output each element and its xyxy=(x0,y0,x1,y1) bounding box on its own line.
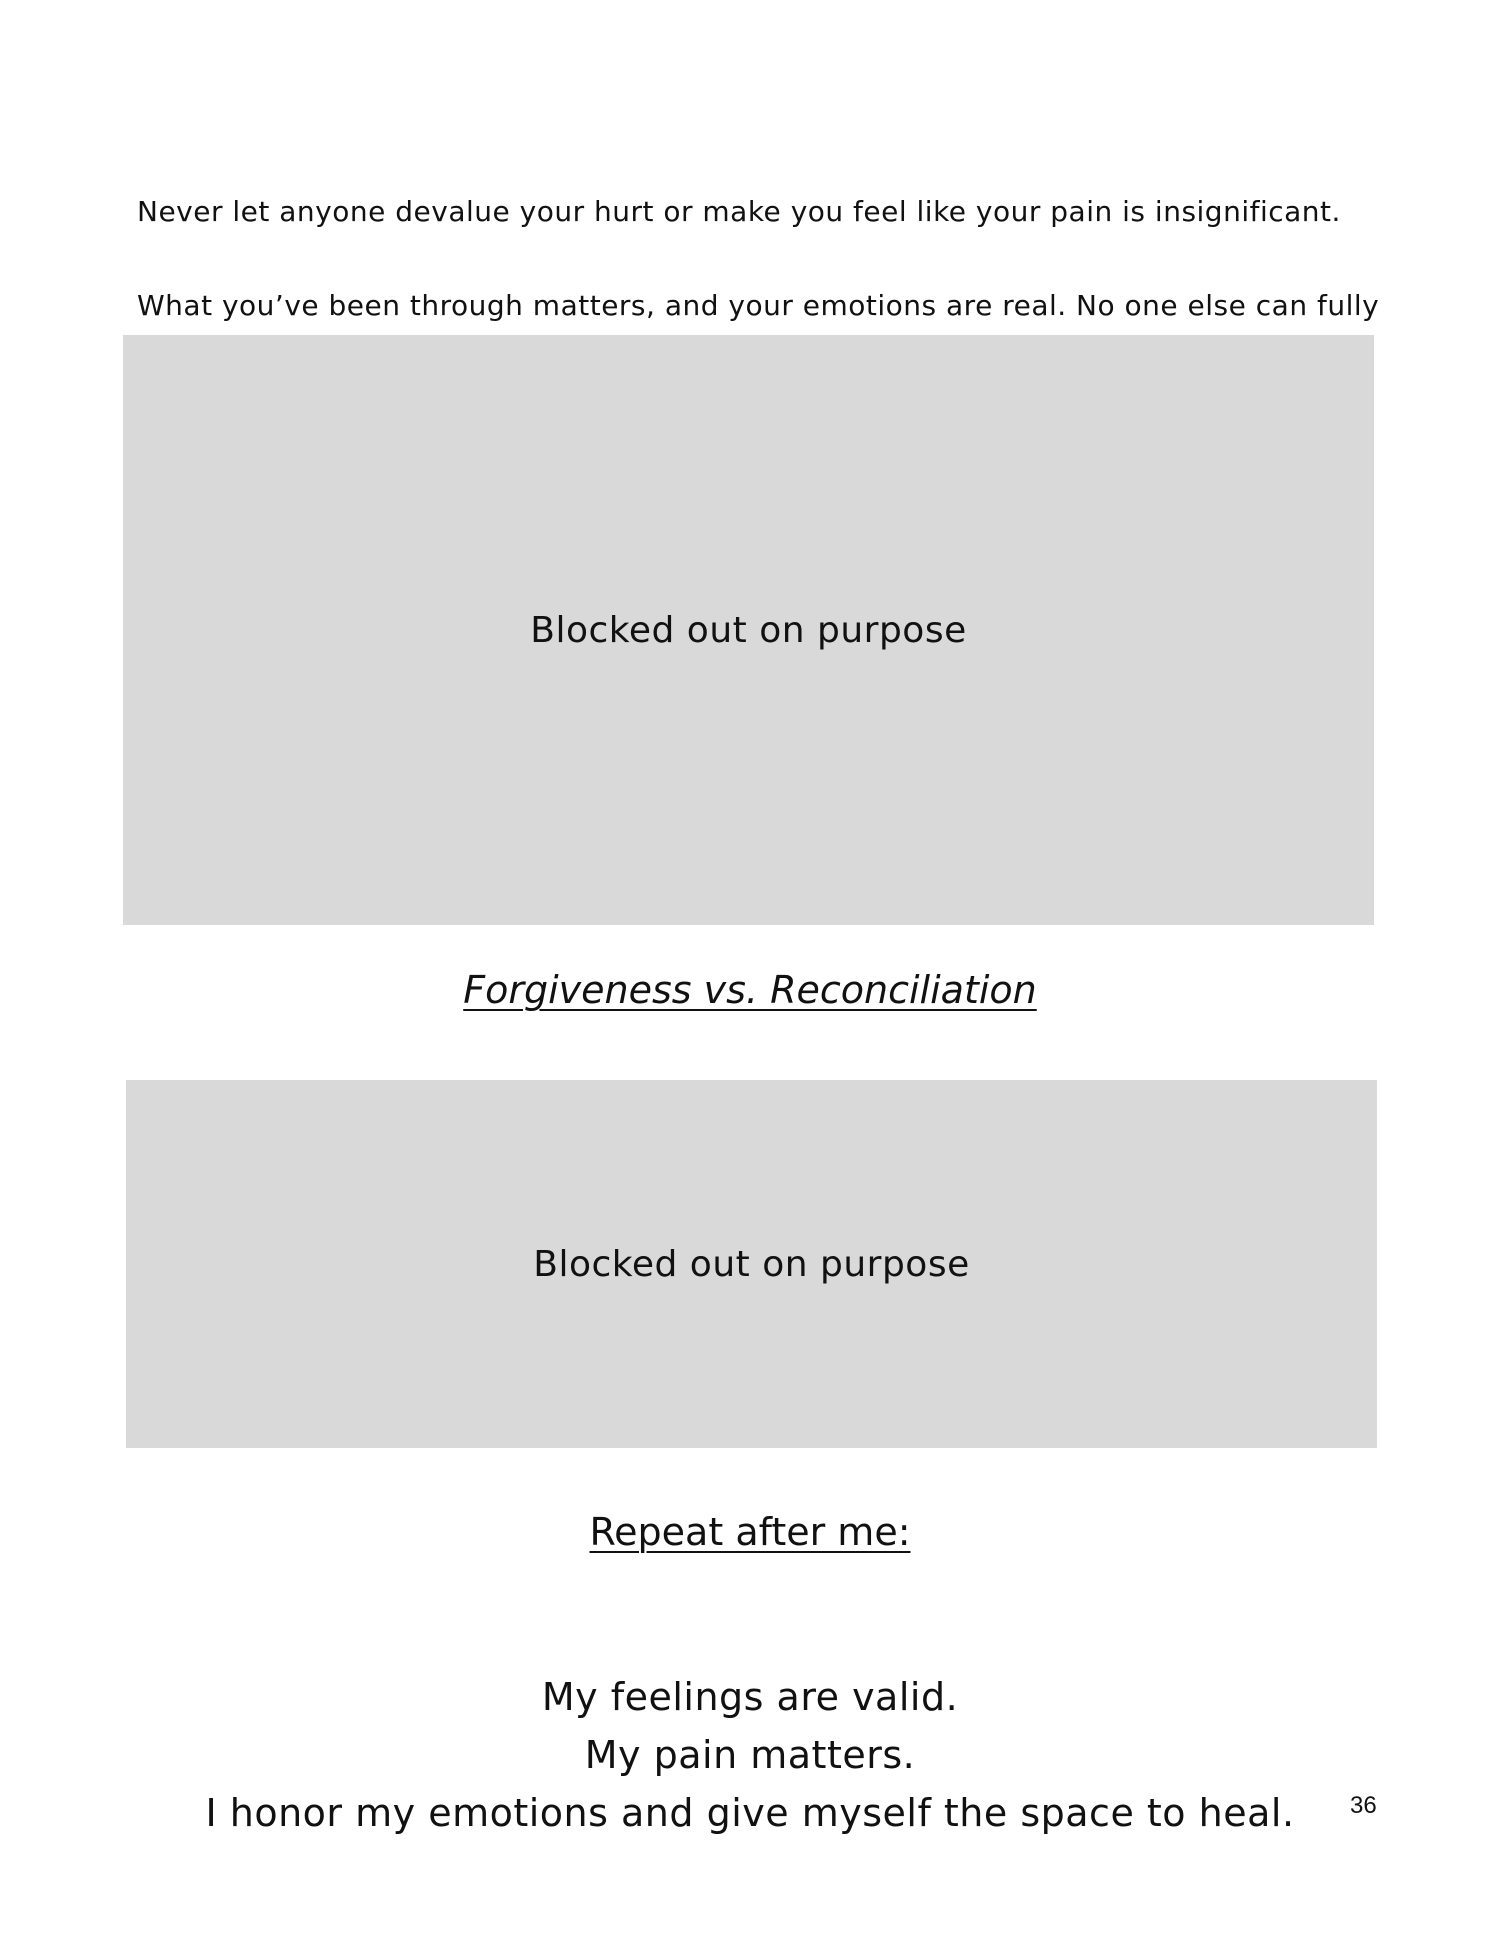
redacted-block xyxy=(126,1080,1377,1448)
redacted-label: Blocked out on purpose xyxy=(533,1243,970,1285)
affirmation-line: My feelings are valid. xyxy=(541,1675,959,1719)
affirmation-line: My pain matters. xyxy=(584,1733,916,1777)
section-heading: Forgiveness vs. Reconciliation xyxy=(463,968,1037,1012)
body-paragraph: Never let anyone devalue your hurt or make you feel like your pain is insignificant. xyxy=(137,195,1341,228)
body-paragraph: What you’ve been through matters, and your emotions are real. No one else can fully xyxy=(137,289,1380,322)
affirmation-line: I honor my emotions and give myself the space to heal. xyxy=(205,1791,1295,1835)
section-heading: Repeat after me: xyxy=(589,1510,911,1554)
page-number: 36 xyxy=(1350,1792,1377,1819)
redacted-block xyxy=(123,335,1374,925)
redacted-label: Blocked out on purpose xyxy=(530,609,967,651)
